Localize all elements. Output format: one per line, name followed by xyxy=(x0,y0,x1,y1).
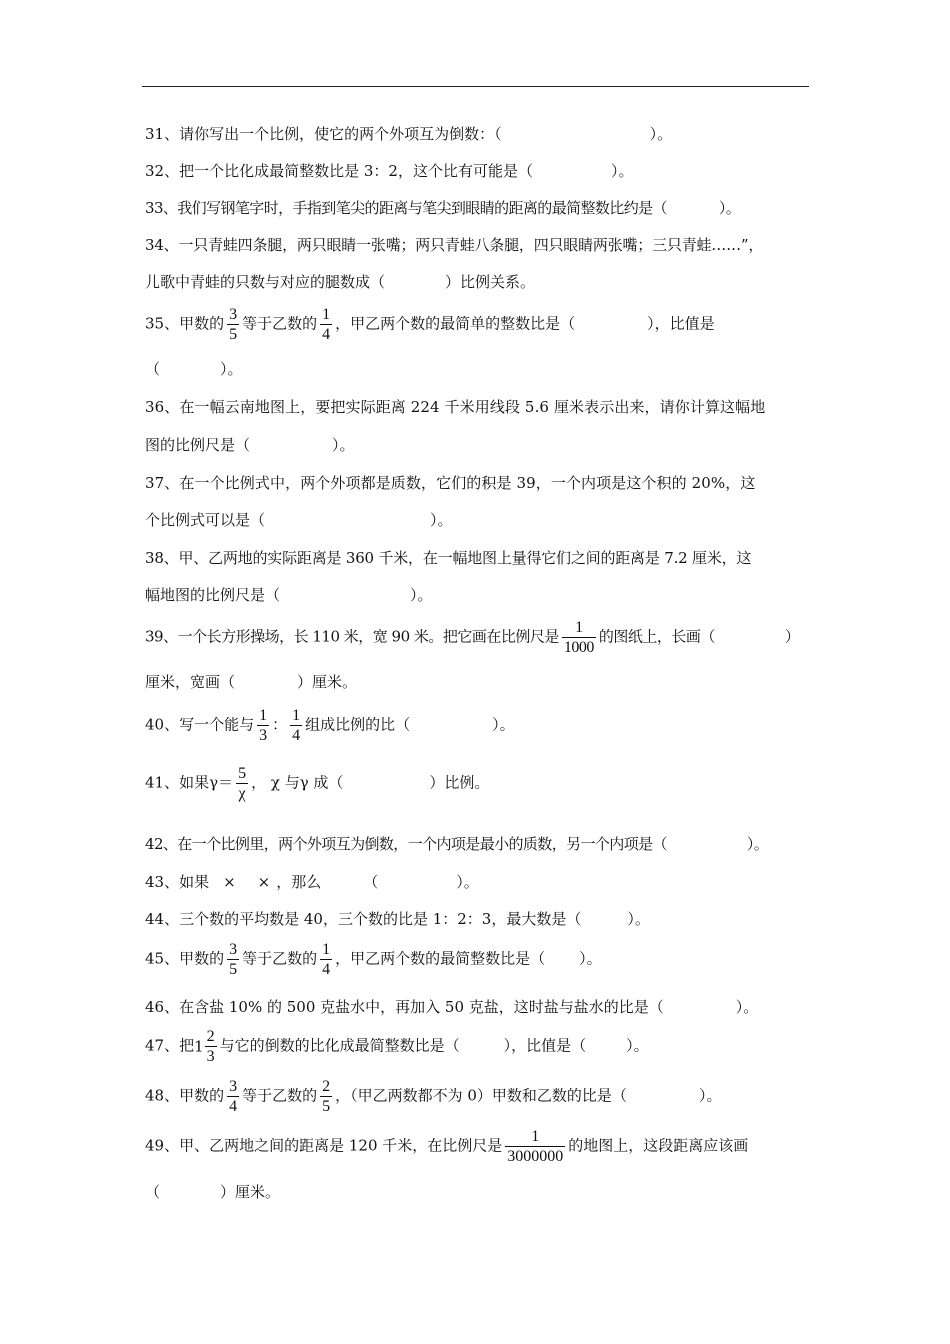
q48-text-c: ，（甲乙两数都不为 0）甲数和乙数的比是（ xyxy=(335,1086,627,1105)
q33-end: ）。 xyxy=(718,199,741,217)
question-36 xyxy=(145,398,765,416)
q39-text-d: 厘米，宽画（ xyxy=(145,673,236,691)
q45-fraction-2: $\frac{1}{4}$ xyxy=(322,941,331,978)
q49-end: ）厘米。 xyxy=(220,1183,281,1201)
q38-text-2: 幅地图的比例尺是（ xyxy=(145,586,281,604)
q48-fraction-2: $\frac{2}{5}$ xyxy=(322,1078,331,1115)
q35-text-b: 等于乙数的 xyxy=(242,314,318,333)
q47-text-a: 47、把 xyxy=(145,1036,195,1055)
q46-end: ）。 xyxy=(735,998,759,1016)
q49-text-a: 49、甲、乙两地之间的距离是 120 千米，在比例尺是 xyxy=(145,1136,503,1155)
question-43 xyxy=(145,873,479,891)
q45-fraction-1: $\frac{3}{5}$ xyxy=(229,941,238,978)
q40-ratio-sign: ： xyxy=(272,715,288,734)
q47-text-c: ），比值是（ xyxy=(503,1036,587,1055)
q43-times-2: × xyxy=(257,873,271,891)
question-32 xyxy=(145,162,633,180)
q31-text: 31、请你写出一个比例，使它的两个外项互为倒数：（ xyxy=(145,125,502,143)
question-39 xyxy=(145,618,799,657)
question-35-cont xyxy=(145,360,243,378)
q48-fraction-1: $\frac{3}{4}$ xyxy=(229,1078,238,1115)
q44-end: ）。 xyxy=(627,910,650,928)
q48-text-a: 48、甲数的 xyxy=(145,1086,225,1105)
question-34-cont xyxy=(145,273,535,291)
question-38-cont xyxy=(145,586,433,604)
q45-text-a: 45、甲数的 xyxy=(145,949,225,968)
q35-text-e: （ xyxy=(145,360,161,378)
q35-end: ）。 xyxy=(220,360,243,378)
q37-text-2: 个比例式可以是（ xyxy=(145,511,266,529)
q40-fraction-2: $\frac{1}{4}$ xyxy=(292,707,301,744)
question-39-cont xyxy=(145,673,357,691)
q42-end: ）。 xyxy=(746,835,769,853)
question-42 xyxy=(145,835,768,853)
q41-fraction: $\frac{5}{\chi}$ xyxy=(238,765,247,802)
q43-text-c: （ xyxy=(363,873,379,891)
q44-text: 44、三个数的平均数是 40，三个数的比是 1：2：3，最大数是（ xyxy=(145,910,582,928)
question-40 xyxy=(145,706,515,745)
question-45 xyxy=(145,940,602,979)
question-49-cont xyxy=(145,1183,280,1201)
q43-end: ）。 xyxy=(456,873,479,891)
q43-text-a: 43、如果 xyxy=(145,873,210,891)
question-46 xyxy=(145,998,758,1016)
question-47 xyxy=(145,1027,649,1066)
q35-text-c: ，甲乙两个数的最简单的整数比是（ xyxy=(335,314,576,333)
question-37 xyxy=(145,474,755,492)
q40-text-a: 40、写一个能与 xyxy=(145,715,255,734)
q35-fraction-2: $\frac{1}{4}$ xyxy=(322,306,331,343)
q41-text-b: ， χ 与γ 成（ xyxy=(251,773,344,792)
question-38 xyxy=(145,549,751,567)
q42-text: 42、在一个比例里，两个外项互为倒数，一个内项是最小的质数，另一个内项是（ xyxy=(145,835,667,853)
q38-text-1: 38、甲、乙两地的实际距离是 360 千米，在一幅地图上量得它们之间的距离是 7.2 厘米，这 xyxy=(145,549,752,567)
q39-fraction: $\frac{1}{1000}$ xyxy=(563,619,594,656)
q34-text-2: 儿歌中青蛙的只数与对应的腿数成（ xyxy=(145,273,386,291)
question-31 xyxy=(145,125,672,143)
q36-text-2: 图的比例尺是（ xyxy=(145,436,251,454)
q34-text-1: 34、一只青蛙四条腿，两只眼睛一张嘴；两只青蛙八条腿，四只眼睛两张嘴；三只青蛙……”， xyxy=(145,236,764,254)
q43-times-1: × xyxy=(223,873,236,891)
q39-text-c: ） xyxy=(784,627,800,646)
q47-mixed-number: 1 $\frac{2}{3}$ xyxy=(194,1028,215,1065)
q38-end: ）。 xyxy=(410,586,433,604)
question-33 xyxy=(145,199,740,217)
question-37-cont xyxy=(145,511,453,529)
q47-end: ）。 xyxy=(626,1036,649,1055)
question-41 xyxy=(145,764,489,803)
q36-end: ）。 xyxy=(332,436,355,454)
q33-text: 33、我们写钢笔字时，手指到笔尖的距离与笔尖到眼睛的距离的最简整数比约是（ xyxy=(145,199,667,217)
q40-fraction-1: $\frac{1}{3}$ xyxy=(259,707,268,744)
q35-text-d: ），比值是 xyxy=(647,314,715,333)
q32-end: ）。 xyxy=(610,162,634,180)
q49-fraction: $\frac{1}{3000000}$ xyxy=(507,1128,564,1165)
q31-end: ）。 xyxy=(649,125,673,143)
q34-end: ）比例关系。 xyxy=(445,273,536,291)
q39-text-a: 39、一个长方形操场，长 110 米，宽 90 米。把它画在比例尺是 xyxy=(145,627,559,646)
q39-text-b: 的图纸上，长画（ xyxy=(598,627,715,646)
q48-text-b: 等于乙数的 xyxy=(242,1086,318,1105)
q47-text-b: 与它的倒数的比化成最简整数比是（ xyxy=(219,1036,460,1055)
q43-text-b: ，那么 xyxy=(276,873,322,891)
q35-text-a: 35、甲数的 xyxy=(145,314,225,333)
question-36-cont xyxy=(145,436,355,454)
q49-text-b: 的地图上，这段距离应该画 xyxy=(568,1136,749,1155)
q36-text-1: 36、在一幅云南地图上，要把实际距离 224 千米用线段 5.6 厘米表示出来，请你计算这幅地 xyxy=(145,398,766,416)
q40-text-b: 组成比例的比（ xyxy=(305,715,411,734)
q37-end: ）。 xyxy=(430,511,453,529)
q45-text-b: 等于乙数的 xyxy=(242,949,318,968)
q37-text-1: 37、在一个比例式中，两个外项都是质数，它们的积是 39，一个内项是这个积的 20%，这 xyxy=(145,474,756,492)
q49-text-c: （ xyxy=(145,1183,161,1201)
question-49 xyxy=(145,1127,748,1166)
question-48 xyxy=(145,1077,721,1116)
q45-text-c: ，甲乙两个数的最简整数比是（ xyxy=(335,949,546,968)
q35-fraction-1: $\frac{3}{5}$ xyxy=(229,306,238,343)
q41-text-a: 41、如果γ＝ xyxy=(145,773,234,792)
q39-end: ）厘米。 xyxy=(297,673,358,691)
question-35 xyxy=(145,305,715,344)
header-rule xyxy=(142,86,809,87)
q48-end: ）。 xyxy=(698,1086,722,1105)
question-34 xyxy=(145,236,763,254)
q32-text: 32、把一个比化成最简整数比是 3：2，这个比有可能是（ xyxy=(145,162,533,180)
q45-end: ）。 xyxy=(579,949,602,968)
question-44 xyxy=(145,910,650,928)
q41-end: ）比例。 xyxy=(429,773,490,792)
q46-text: 46、在含盐 10% 的 500 克盐水中，再加入 50 克盐，这时盐与盐水的比是（ xyxy=(145,998,664,1016)
q40-end: ）。 xyxy=(492,715,515,734)
